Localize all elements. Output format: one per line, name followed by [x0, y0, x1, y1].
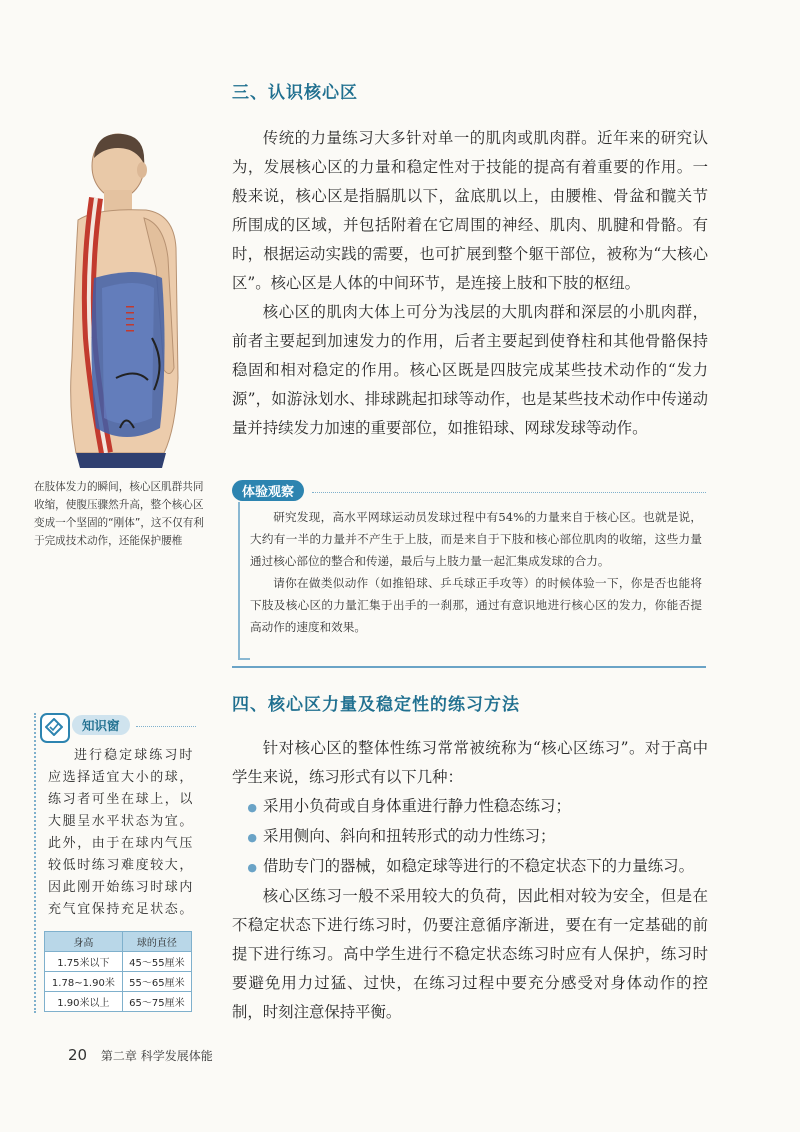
experience-paragraph-2: 请你在做类似动作（如推铅球、乒乓球正手攻等）的时候体验一下，你是否也能将下肢及核心区的力量汇集于出手的一刹那，通过有意识地进行核心区的发力，你能否提高动作的速度和效果。 — [250, 576, 702, 634]
table-cell: 45～55厘米 — [122, 952, 191, 972]
table-cell: 65～75厘米 — [122, 992, 191, 1012]
table-cell: 1.90米以上 — [45, 992, 123, 1012]
divider — [232, 666, 706, 668]
table-header-row — [45, 932, 192, 952]
section-4-title: 四、核心区力量及稳定性的练习方法 — [232, 695, 520, 715]
table-row — [45, 992, 192, 1012]
list-item: ● 采用侧向、斜向和扭转形式的动力性练习； — [232, 822, 708, 852]
figure-caption: 在肢体发力的瞬间，核心区肌群共同收缩，使腹压骤然升高，整个核心区变成一个坚固的“刚体”，这不仅有利于完成技术动作，还能保护腰椎 — [34, 481, 204, 547]
diamond-check-icon — [40, 713, 70, 743]
table-row — [45, 952, 192, 972]
table-cell: 1.78~1.90米 — [45, 972, 123, 992]
section-4-body — [232, 734, 708, 1027]
core-muscle-illustration — [56, 128, 224, 468]
column-header: 球的直径 — [122, 932, 191, 952]
section-4-intro: 针对核心区的整体性练习常常被统称为“核心区练习”。对于高中学生来说，练习形式有以下几种： — [232, 739, 708, 786]
bracket-decoration — [238, 502, 250, 660]
column-header: 身高 — [45, 932, 123, 952]
section-3-body — [232, 124, 708, 443]
experience-label: 体验观察 — [232, 480, 304, 501]
knowledge-label: 知识窗 — [72, 715, 130, 735]
page-footer — [68, 1046, 213, 1064]
table-cell: 1.75米以下 — [45, 952, 123, 972]
chapter-label: 第二章 — [100, 1049, 137, 1063]
practice-list — [232, 792, 708, 882]
table-cell: 55～65厘米 — [122, 972, 191, 992]
ball-size-table — [44, 931, 192, 1012]
table-row — [45, 972, 192, 992]
section-3-paragraph-2: 核心区的肌肉大体上可分为浅层的大肌肉群和深层的小肌肉群，前者主要起到加速发力的作用，后者主要起到使脊柱和其他骨骼保持稳固和相对稳定的作用。核心区既是四肢完成某些技术动作的“发力源”，如游泳划水、排球跳起扣球等动作，也是某些技术动作中传递动量并持续发力加速的重要部位，如推铅球、网球发球等动作。 — [232, 303, 708, 437]
knowledge-paragraph: 进行稳定球练习时应选择适宜大小的球，练习者可坐在球上，以大腿呈水平状态为宜。此外，由于在球内气压较低时练习难度较大，因此刚开始练习时球内充气宜保持充足状态。 — [48, 748, 195, 917]
section-4-closing: 核心区练习一般不采用较大的负荷，因此相对较为安全，但是在不稳定状态下进行练习时，仍要注意循序渐进，要在有一定基础的前提下进行练习。高中学生进行不稳定状态练习时应有人保护，练习时要避免用力过猛、过快，在练习过程中要充分感受对身体动作的控制，时刻注意保持平衡。 — [232, 887, 708, 1021]
experience-paragraph-1: 研究发现，高水平网球运动员发球过程中有54%的力量来自于核心区。也就是说，大约有一半的力量并不产生于上肢，而是来自于下肢和核心部位肌肉的收缩，这些力量通过核心部位的整合和传递，最后与上肢力量一起汇集成发球的合力。 — [250, 510, 702, 568]
chapter-title: 科学发展体能 — [140, 1049, 213, 1063]
page-number: 20 — [68, 1046, 88, 1064]
section-3-title: 三、认识核心区 — [232, 83, 358, 103]
experience-text — [250, 506, 702, 638]
knowledge-text — [48, 745, 194, 921]
divider — [136, 726, 196, 727]
divider — [312, 492, 706, 493]
list-item: ● 采用小负荷或自身体重进行静力性稳态练习； — [232, 792, 708, 822]
section-3-paragraph-1: 传统的力量练习大多针对单一的肌肉或肌肉群。近年来的研究认为，发展核心区的力量和稳定性对于技能的提高有着重要的作用。一般来说，核心区是指膈肌以下，盆底肌以上，由腰椎、骨盆和髋关节所围成的区域，并包括附着在它周围的神经、肌肉、肌腱和骨骼。有时，根据运动实践的需要，也可扩展到整个躯干部位，被称为“大核心区”。核心区是人体的中间环节，是连接上肢和下肢的枢纽。 — [232, 129, 708, 292]
list-item: ● 借助专门的器械，如稳定球等进行的不稳定状态下的力量练习。 — [232, 852, 708, 882]
